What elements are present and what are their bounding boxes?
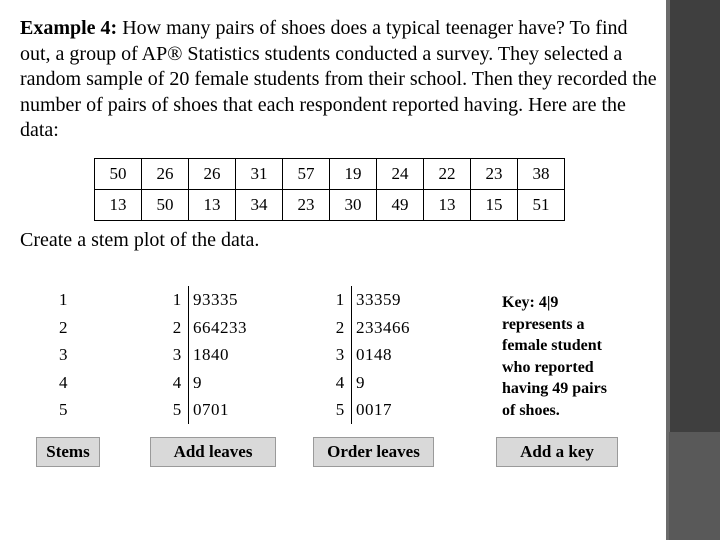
table-cell: 30 — [330, 190, 377, 221]
table-cell: 26 — [189, 159, 236, 190]
stem-value: 5 — [59, 400, 68, 419]
table-cell: 23 — [283, 190, 330, 221]
add-leaves-button[interactable]: Add leaves — [150, 437, 276, 467]
table-cell: 23 — [471, 159, 518, 190]
leaf-values: 664233 — [193, 317, 247, 337]
stemplot-row — [168, 396, 247, 424]
stem-value: 5 — [168, 396, 189, 424]
data-table — [94, 158, 565, 221]
leaf-values: 9 — [193, 372, 202, 392]
stem-value: 1 — [168, 286, 189, 314]
stem-value: 5 — [331, 396, 352, 424]
stem-value: 4 — [59, 372, 68, 392]
stemplot-row — [168, 286, 247, 314]
stem-value: 1 — [59, 290, 68, 309]
stem-value: 4 — [331, 369, 352, 397]
table-cell: 50 — [142, 190, 189, 221]
leaf-values: 0701 — [193, 400, 229, 419]
stems-button[interactable]: Stems — [36, 437, 100, 467]
stemplot-row — [331, 369, 410, 397]
table-cell: 19 — [330, 159, 377, 190]
intro-text: How many pairs of shoes does a typical teenager have? To find out, a group of AP® Statistics students conducted a survey. They selected a random sample of 20 female students from their school. Then they recorded the number of pairs of shoes that each respondent reported having. Here are the data: — [20, 17, 657, 141]
leaf-values: 93335 — [193, 290, 238, 309]
stem-value: 3 — [331, 341, 352, 369]
add-key-button[interactable]: Add a key — [496, 437, 618, 467]
stem-value: 2 — [168, 314, 189, 342]
stemplot-row — [331, 341, 410, 369]
leaf-values: 0148 — [356, 345, 392, 364]
table-cell: 24 — [377, 159, 424, 190]
stem-value: 4 — [168, 369, 189, 397]
table-cell: 31 — [236, 159, 283, 190]
stem-value: 1 — [331, 286, 352, 314]
table-cell: 13 — [424, 190, 471, 221]
leaf-values: 33359 — [356, 290, 401, 309]
stemplot-unordered — [168, 286, 247, 424]
stem-value: 2 — [59, 317, 68, 337]
leaf-values: 0017 — [356, 400, 392, 419]
table-row — [95, 190, 565, 221]
table-cell: 13 — [189, 190, 236, 221]
leaf-values: 233466 — [356, 317, 410, 337]
stemplot-ordered — [331, 286, 410, 424]
table-cell: 50 — [95, 159, 142, 190]
prompt-text: Create a stem plot of the data. — [20, 229, 260, 251]
stemplot-row — [168, 369, 247, 397]
stemplot-row — [331, 396, 410, 424]
leaf-values: 1840 — [193, 345, 229, 364]
stems-column — [59, 286, 68, 424]
order-leaves-button[interactable]: Order leaves — [313, 437, 434, 467]
stem-value: 3 — [168, 341, 189, 369]
key-text: Key: 4|9 represents a female student who reported having 49 pairs of shoes. — [502, 294, 607, 419]
leaf-values: 9 — [356, 372, 365, 392]
table-cell: 49 — [377, 190, 424, 221]
stem-value: 2 — [331, 314, 352, 342]
table-row — [95, 159, 565, 190]
table-cell: 34 — [236, 190, 283, 221]
table-cell: 38 — [518, 159, 565, 190]
table-cell: 57 — [283, 159, 330, 190]
stemplot-row — [168, 314, 247, 342]
intro-paragraph — [20, 16, 660, 144]
table-cell: 15 — [471, 190, 518, 221]
stemplot-row — [331, 286, 410, 314]
table-cell: 51 — [518, 190, 565, 221]
stemplot-row — [331, 314, 410, 342]
table-cell: 22 — [424, 159, 471, 190]
stem-value: 3 — [59, 345, 68, 364]
sidebar-block — [669, 432, 720, 540]
table-cell: 26 — [142, 159, 189, 190]
table-cell: 13 — [95, 190, 142, 221]
stemplot-row — [168, 341, 247, 369]
example-label: Example 4: — [20, 17, 118, 39]
